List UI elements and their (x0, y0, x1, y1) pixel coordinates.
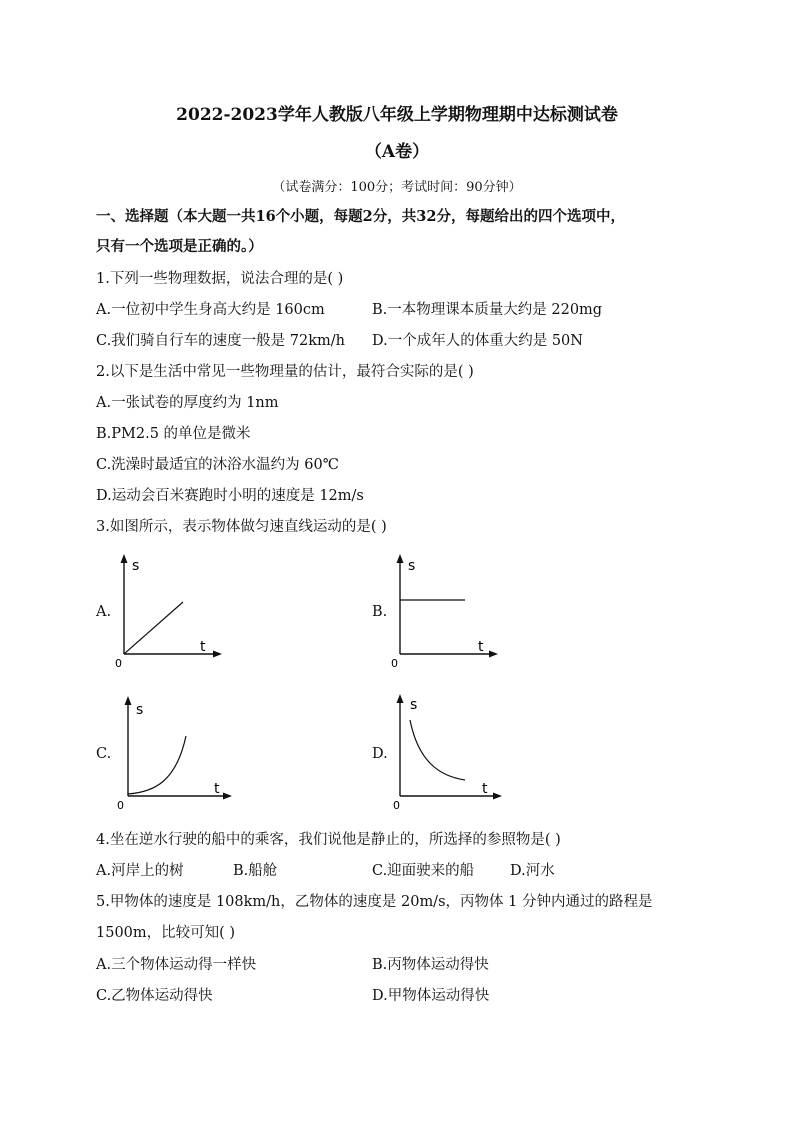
page-subtitle: （A卷） (364, 142, 430, 162)
graph-c-y-label: s (136, 702, 144, 718)
question-2-option-b: B.PM2.5 的单位是微米 (96, 426, 251, 442)
question-1-option-b: B.一本物理课本质量大约是 220mg (372, 302, 603, 318)
graph-a-x-label: t (200, 639, 206, 655)
graph-a-linear (110, 552, 230, 670)
graph-b-x-label: t (478, 639, 484, 655)
graph-b-label: B. (372, 604, 388, 620)
section-heading-line1: 一、选择题（本大题一共16个小题，每题2分，共32分，每题给出的四个选项中， (96, 208, 625, 225)
exam-info-note: （试卷满分：100分；考试时间：90分钟） (272, 180, 522, 195)
graph-b-origin: 0 (391, 657, 398, 670)
graph-d-origin: 0 (393, 799, 400, 810)
page-title: 2022-2023学年人教版八年级上学期物理期中达标测试卷 (176, 105, 618, 125)
graph-a-origin: 0 (115, 657, 122, 670)
question-2-option-d: D.运动会百米赛跑时小明的速度是 12m/s (96, 488, 364, 504)
graph-d-y-label: s (410, 697, 418, 713)
question-4-option-c: C.迎面驶来的船 (372, 863, 475, 879)
graph-c-accelerating (114, 694, 239, 812)
question-5-stem-line2: 1500m，比较可知( ) (96, 925, 236, 941)
question-4-option-d: D.河水 (510, 863, 555, 879)
graph-d-decelerating (386, 692, 511, 810)
question-5-option-b: B.丙物体运动得快 (372, 957, 489, 973)
question-5-option-c: C.乙物体运动得快 (96, 988, 213, 1004)
graph-c-origin: 0 (117, 799, 124, 812)
question-1-option-a: A.一位初中学生身高大约是 160cm (96, 302, 325, 318)
question-4-stem: 4.坐在逆水行驶的船中的乘客，我们说他是静止的，所选择的参照物是( ) (96, 832, 561, 848)
graph-c-x-label: t (214, 781, 220, 797)
question-5-option-d: D.甲物体运动得快 (372, 988, 490, 1004)
question-1-option-d: D.一个成年人的体重大约是 50N (372, 333, 583, 349)
question-4-option-b: B.船舱 (233, 863, 278, 879)
graph-d-x-label: t (482, 781, 488, 797)
graph-d-label: D. (372, 746, 388, 762)
question-5-stem-line1: 5.甲物体的速度是 108km/h，乙物体的速度是 20m/s，丙物体 1 分钟内通过的路程是 (96, 894, 653, 910)
question-2-option-c: C.洗澡时最适宜的沐浴水温约为 60℃ (96, 457, 339, 473)
graph-b-constant (386, 552, 506, 670)
graph-c-label: C. (96, 746, 112, 762)
question-1-option-c: C.我们骑自行车的速度一般是 72km/h (96, 333, 346, 349)
question-5-option-a: A.三个物体运动得一样快 (96, 957, 257, 973)
question-1-stem: 1.下列一些物理数据，说法合理的是( ) (96, 271, 344, 287)
question-4-option-a: A.河岸上的树 (96, 863, 184, 879)
question-3-stem: 3.如图所示，表示物体做匀速直线运动的是( ) (96, 519, 387, 535)
question-2-stem: 2.以下是生活中常见一些物理量的估计，最符合实际的是( ) (96, 364, 474, 380)
graph-a-y-label: s (132, 558, 140, 574)
section-heading-line2: 只有一个选项是正确的。） (96, 238, 263, 255)
graph-a-label: A. (96, 604, 112, 620)
question-2-option-a: A.一张试卷的厚度约为 1nm (96, 395, 279, 411)
graph-b-y-label: s (408, 558, 416, 574)
